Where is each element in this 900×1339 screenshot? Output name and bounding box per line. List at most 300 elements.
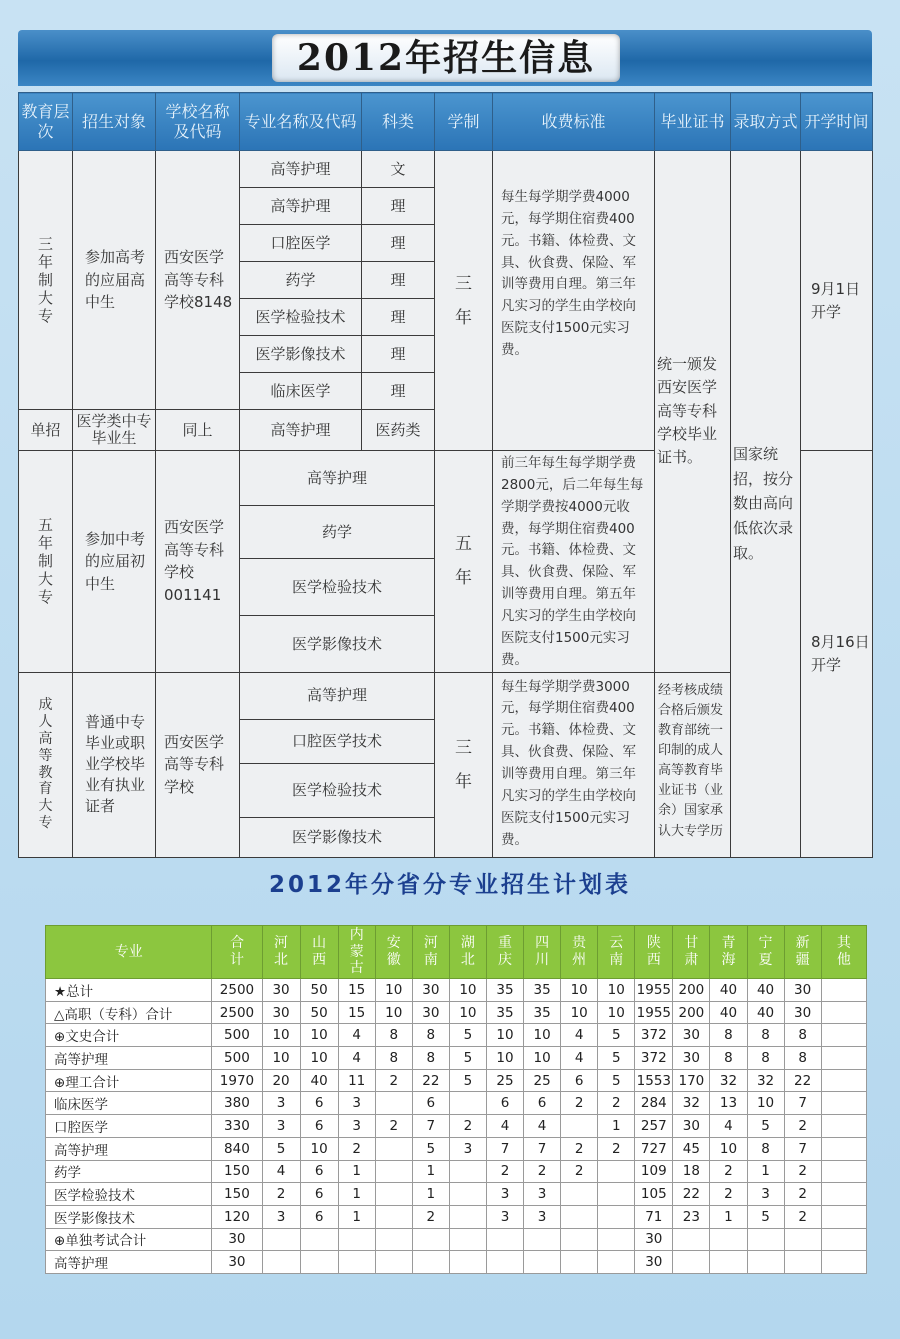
plan-value-cell: 8 (375, 1024, 412, 1047)
page-title: 2012年招生信息 (296, 37, 596, 79)
plan-value-cell: 10 (262, 1047, 300, 1070)
plan-value-cell (486, 1251, 523, 1274)
plan-value-cell (524, 1251, 561, 1274)
plan-header-cell: 专业 (46, 926, 212, 979)
plan-value-cell: 1 (338, 1183, 375, 1206)
plan-value-cell: 35 (486, 979, 523, 1002)
admission-method: 国家统招，按分数由高向低依次录取。 (731, 151, 801, 858)
header-cell: 学制 (435, 93, 493, 151)
plan-value-cell: 3 (262, 1115, 300, 1138)
plan-value-cell (262, 1228, 300, 1251)
plan-value-cell (784, 1251, 821, 1274)
plan-value-cell (821, 1251, 866, 1274)
plan-value-cell: 3 (486, 1205, 523, 1228)
plan-value-cell: 30 (262, 979, 300, 1002)
plan-value-cell: 1553 (635, 1069, 673, 1092)
plan-value-cell (561, 1205, 598, 1228)
plan-value-cell: 150 (212, 1160, 262, 1183)
plan-value-cell: 8 (747, 1137, 784, 1160)
target-single: 医学类中专毕业生 (73, 410, 156, 451)
plan-value-cell: 2 (561, 1137, 598, 1160)
plan-value-cell: 257 (635, 1115, 673, 1138)
major-cell: 高等护理 (240, 672, 435, 719)
plan-value-cell: 30 (212, 1251, 262, 1274)
start-date-early: 9月1日开学 (801, 151, 873, 451)
plan-value-cell (821, 1001, 866, 1024)
plan-value-cell: 4 (561, 1047, 598, 1070)
plan-value-cell: 22 (412, 1069, 449, 1092)
plan-row-label: 临床医学 (46, 1092, 212, 1115)
plan-value-cell (412, 1228, 449, 1251)
plan-value-cell: 3 (338, 1092, 375, 1115)
plan-value-cell: 330 (212, 1115, 262, 1138)
plan-value-cell (375, 1228, 412, 1251)
enrollment-plan-table (45, 925, 867, 1274)
plan-value-cell (821, 1137, 866, 1160)
plan-value-cell: 5 (747, 1115, 784, 1138)
category-cell: 理 (362, 225, 435, 262)
target-three-year: 参加高考的应届高中生 (73, 151, 156, 410)
plan-value-cell (710, 1251, 747, 1274)
plan-value-cell: 2 (375, 1115, 412, 1138)
plan-table-row (46, 1001, 867, 1024)
school-three-year: 西安医学高等专科学校8148 (156, 151, 240, 410)
plan-value-cell: 5 (262, 1137, 300, 1160)
plan-value-cell: 10 (300, 1024, 338, 1047)
plan-value-cell: 5 (598, 1069, 635, 1092)
plan-value-cell (412, 1251, 449, 1274)
major-cell: 口腔医学技术 (240, 719, 435, 763)
certificate-main: 统一颁发西安医学高等专科学校毕业证书。 (655, 151, 731, 673)
plan-value-cell (598, 1251, 635, 1274)
plan-value-cell: 50 (300, 1001, 338, 1024)
plan-value-cell: 10 (747, 1092, 784, 1115)
plan-table-row (46, 1183, 867, 1206)
plan-value-cell: 30 (262, 1001, 300, 1024)
header-cell: 录取方式 (731, 93, 801, 151)
plan-value-cell: 10 (449, 979, 486, 1002)
category-cell: 理 (362, 262, 435, 299)
plan-value-cell (375, 1137, 412, 1160)
header-cell: 科类 (362, 93, 435, 151)
plan-value-cell: 3 (262, 1092, 300, 1115)
plan-value-cell (262, 1251, 300, 1274)
plan-value-cell: 2 (262, 1183, 300, 1206)
plan-value-cell: 15 (338, 1001, 375, 1024)
plan-value-cell (821, 1228, 866, 1251)
plan-value-cell: 30 (784, 979, 821, 1002)
plan-value-cell: 120 (212, 1205, 262, 1228)
plan-value-cell: 71 (635, 1205, 673, 1228)
plan-value-cell (598, 1228, 635, 1251)
plan-value-cell: 2 (710, 1183, 747, 1206)
plan-value-cell: 6 (412, 1092, 449, 1115)
plan-header-cell: 贵州 (561, 926, 598, 979)
plan-value-cell: 8 (784, 1024, 821, 1047)
plan-value-cell (300, 1228, 338, 1251)
major-cell: 医学检验技术 (240, 763, 435, 817)
plan-header-cell: 新疆 (784, 926, 821, 979)
plan-value-cell: 5 (747, 1205, 784, 1228)
plan-value-cell: 1 (598, 1115, 635, 1138)
plan-header-cell: 重庆 (486, 926, 523, 979)
major-cell: 高等护理 (240, 410, 362, 451)
plan-value-cell: 2 (598, 1137, 635, 1160)
plan-value-cell (598, 1160, 635, 1183)
plan-table-row (46, 1047, 867, 1070)
plan-row-label: △高职（专科）合计 (46, 1001, 212, 1024)
plan-value-cell: 10 (561, 979, 598, 1002)
plan-value-cell: 40 (710, 979, 747, 1002)
plan-value-cell (486, 1228, 523, 1251)
plan-value-cell: 30 (412, 1001, 449, 1024)
plan-value-cell: 4 (262, 1160, 300, 1183)
plan-value-cell: 40 (710, 1001, 747, 1024)
certificate-adult: 经考核成绩合格后颁发教育部统一印制的成人高等教育毕业证书（业余）国家承认大专学历 (655, 672, 731, 857)
plan-row-label: ⊕理工合计 (46, 1069, 212, 1092)
plan-header-cell: 四川 (524, 926, 561, 979)
plan-table-title: 2012年分省分专业招生计划表 (268, 872, 631, 898)
plan-value-cell: 7 (784, 1092, 821, 1115)
plan-value-cell: 10 (375, 979, 412, 1002)
plan-value-cell: 8 (747, 1024, 784, 1047)
plan-value-cell: 11 (338, 1069, 375, 1092)
plan-value-cell: 7 (486, 1137, 523, 1160)
plan-value-cell: 2500 (212, 1001, 262, 1024)
header-cell: 开学时间 (801, 93, 873, 151)
admission-info-table (18, 92, 873, 858)
plan-value-cell: 35 (524, 979, 561, 1002)
plan-value-cell: 6 (300, 1115, 338, 1138)
plan-value-cell: 8 (375, 1047, 412, 1070)
major-cell: 医学影像技术 (240, 615, 435, 672)
plan-value-cell: 3 (747, 1183, 784, 1206)
plan-value-cell: 500 (212, 1047, 262, 1070)
plan-value-cell: 2 (784, 1160, 821, 1183)
plan-value-cell: 7 (412, 1115, 449, 1138)
plan-value-cell: 372 (635, 1047, 673, 1070)
plan-value-cell: 10 (598, 979, 635, 1002)
plan-header-cell: 安徽 (375, 926, 412, 979)
plan-row-label: ⊕单独考试合计 (46, 1228, 212, 1251)
plan-value-cell: 3 (524, 1183, 561, 1206)
plan-value-cell (784, 1228, 821, 1251)
plan-value-cell: 1955 (635, 1001, 673, 1024)
plan-value-cell: 22 (673, 1183, 710, 1206)
plan-value-cell: 8 (747, 1047, 784, 1070)
plan-value-cell: 10 (486, 1024, 523, 1047)
plan-value-cell: 4 (486, 1115, 523, 1138)
plan-value-cell: 3 (486, 1183, 523, 1206)
plan-value-cell: 35 (524, 1001, 561, 1024)
category-cell: 医药类 (362, 410, 435, 451)
plan-value-cell (821, 1047, 866, 1070)
plan-value-cell: 1955 (635, 979, 673, 1002)
plan-table-row (46, 1069, 867, 1092)
plan-header-row (46, 926, 867, 979)
plan-value-cell: 727 (635, 1137, 673, 1160)
category-cell: 理 (362, 299, 435, 336)
school-five-year: 西安医学高等专科学校001141 (156, 451, 240, 673)
plan-value-cell: 50 (300, 979, 338, 1002)
plan-value-cell: 30 (212, 1228, 262, 1251)
plan-value-cell (375, 1251, 412, 1274)
plan-value-cell (449, 1205, 486, 1228)
major-cell: 药学 (240, 505, 435, 559)
plan-value-cell: 5 (449, 1047, 486, 1070)
plan-value-cell: 30 (784, 1001, 821, 1024)
plan-value-cell (821, 1205, 866, 1228)
plan-value-cell: 2 (710, 1160, 747, 1183)
plan-value-cell: 23 (673, 1205, 710, 1228)
plan-value-cell: 10 (524, 1047, 561, 1070)
plan-value-cell: 10 (561, 1001, 598, 1024)
plan-table-row (46, 1115, 867, 1138)
plan-value-cell (300, 1251, 338, 1274)
plan-value-cell: 1 (338, 1205, 375, 1228)
plan-value-cell: 10 (449, 1001, 486, 1024)
plan-value-cell (821, 1069, 866, 1092)
plan-value-cell: 20 (262, 1069, 300, 1092)
plan-value-cell (821, 1160, 866, 1183)
major-cell: 医学检验技术 (240, 559, 435, 616)
plan-value-cell: 2 (449, 1115, 486, 1138)
plan-value-cell: 5 (412, 1137, 449, 1160)
plan-row-label: ⊕文史合计 (46, 1024, 212, 1047)
plan-value-cell: 8 (412, 1024, 449, 1047)
plan-value-cell: 6 (524, 1092, 561, 1115)
plan-value-cell: 30 (635, 1228, 673, 1251)
major-cell: 口腔医学 (240, 225, 362, 262)
fee-three-year: 每生每学期学费4000元，每学期住宿费400元。书籍、体检费、文具、伙食费、保险、军训等费用自理。第三年凡实习的学生由学校向医院支付1500元实习费。 (493, 151, 655, 451)
plan-value-cell (561, 1251, 598, 1274)
plan-value-cell: 109 (635, 1160, 673, 1183)
plan-value-cell: 6 (561, 1069, 598, 1092)
major-cell: 高等护理 (240, 151, 362, 188)
plan-value-cell (673, 1228, 710, 1251)
plan-value-cell: 840 (212, 1137, 262, 1160)
plan-value-cell (375, 1205, 412, 1228)
plan-table-row (46, 1024, 867, 1047)
plan-value-cell: 2 (598, 1092, 635, 1115)
plan-row-label: 口腔医学 (46, 1115, 212, 1138)
plan-value-cell: 2 (561, 1092, 598, 1115)
plan-header-cell: 湖北 (449, 926, 486, 979)
plan-value-cell: 10 (375, 1001, 412, 1024)
plan-value-cell: 22 (784, 1069, 821, 1092)
plan-value-cell: 3 (262, 1205, 300, 1228)
plan-value-cell: 6 (300, 1160, 338, 1183)
plan-value-cell: 170 (673, 1069, 710, 1092)
plan-value-cell: 150 (212, 1183, 262, 1206)
plan-value-cell (598, 1205, 635, 1228)
plan-header-cell: 其他 (821, 926, 866, 979)
plan-row-label: 高等护理 (46, 1251, 212, 1274)
plan-value-cell: 4 (710, 1115, 747, 1138)
plan-value-cell: 15 (338, 979, 375, 1002)
plan-row-label: 医学影像技术 (46, 1205, 212, 1228)
plan-value-cell: 8 (710, 1047, 747, 1070)
plan-row-label: ★总计 (46, 979, 212, 1002)
plan-value-cell: 32 (710, 1069, 747, 1092)
plan-value-cell (338, 1228, 375, 1251)
plan-value-cell (449, 1251, 486, 1274)
major-cell: 医学检验技术 (240, 299, 362, 336)
plan-value-cell: 40 (747, 1001, 784, 1024)
plan-value-cell: 8 (710, 1024, 747, 1047)
header-cell: 招生对象 (73, 93, 156, 151)
category-cell: 理 (362, 188, 435, 225)
plan-header-cell: 云南 (598, 926, 635, 979)
plan-value-cell: 500 (212, 1024, 262, 1047)
plan-value-cell: 5 (598, 1024, 635, 1047)
major-cell: 高等护理 (240, 451, 435, 506)
header-cell: 收费标准 (493, 93, 655, 151)
plan-row-label: 医学检验技术 (46, 1183, 212, 1206)
plan-value-cell: 10 (486, 1047, 523, 1070)
major-cell: 药学 (240, 262, 362, 299)
plan-value-cell: 5 (449, 1069, 486, 1092)
plan-value-cell: 6 (300, 1183, 338, 1206)
plan-value-cell (561, 1183, 598, 1206)
plan-value-cell: 1 (338, 1160, 375, 1183)
plan-value-cell (747, 1251, 784, 1274)
plan-value-cell: 200 (673, 1001, 710, 1024)
plan-value-cell (375, 1160, 412, 1183)
plan-value-cell (821, 1092, 866, 1115)
plan-value-cell: 30 (673, 1024, 710, 1047)
plan-value-cell: 2 (784, 1115, 821, 1138)
category-cell: 文 (362, 151, 435, 188)
plan-value-cell: 30 (635, 1251, 673, 1274)
plan-value-cell: 2500 (212, 979, 262, 1002)
plan-header-cell: 陕西 (635, 926, 673, 979)
plan-value-cell (449, 1228, 486, 1251)
plan-value-cell: 2 (784, 1183, 821, 1206)
plan-value-cell: 2 (524, 1160, 561, 1183)
plan-value-cell: 25 (486, 1069, 523, 1092)
plan-value-cell: 4 (338, 1024, 375, 1047)
plan-table-row (46, 1092, 867, 1115)
target-five-year: 参加中考的应届初中生 (73, 451, 156, 673)
plan-value-cell: 1 (412, 1183, 449, 1206)
plan-value-cell (375, 1183, 412, 1206)
plan-table-row (46, 979, 867, 1002)
plan-header-cell: 宁夏 (747, 926, 784, 979)
plan-header-cell: 合计 (212, 926, 262, 979)
plan-value-cell: 2 (412, 1205, 449, 1228)
plan-value-cell (375, 1092, 412, 1115)
plan-value-cell (747, 1228, 784, 1251)
plan-value-cell: 30 (412, 979, 449, 1002)
plan-value-cell: 2 (486, 1160, 523, 1183)
plan-value-cell: 40 (747, 979, 784, 1002)
plan-value-cell: 2 (375, 1069, 412, 1092)
plan-table-row (46, 1160, 867, 1183)
level-adult: 成人高等教育大专 (19, 672, 73, 857)
plan-table-row (46, 1137, 867, 1160)
plan-value-cell: 200 (673, 979, 710, 1002)
school-single: 同上 (156, 410, 240, 451)
plan-value-cell: 6 (300, 1205, 338, 1228)
level-three-year: 三年制大专 (19, 151, 73, 410)
plan-table-row (46, 1205, 867, 1228)
header-cell: 专业名称及代码 (240, 93, 362, 151)
plan-row-label: 药学 (46, 1160, 212, 1183)
plan-value-cell: 2 (561, 1160, 598, 1183)
major-cell: 高等护理 (240, 188, 362, 225)
duration-three-year: 三年 (435, 151, 493, 451)
major-cell: 临床医学 (240, 373, 362, 410)
plan-value-cell: 10 (262, 1024, 300, 1047)
plan-value-cell (561, 1228, 598, 1251)
plan-value-cell: 1 (747, 1160, 784, 1183)
major-cell: 医学影像技术 (240, 817, 435, 857)
plan-value-cell: 10 (524, 1024, 561, 1047)
fee-five-year: 前三年每生每学期学费2800元，后二年每生每学期学费按4000元收费，每学期住宿费400元。书籍、体检费、文具、伙食费、保险、军训等费用自理。第五年凡实习的学生由学校向医院支付1500元实习费。 (493, 451, 655, 673)
plan-value-cell (821, 1115, 866, 1138)
plan-value-cell: 8 (784, 1047, 821, 1070)
plan-value-cell: 2 (784, 1205, 821, 1228)
plan-value-cell: 7 (524, 1137, 561, 1160)
header-row (19, 93, 873, 151)
category-cell: 理 (362, 336, 435, 373)
plan-value-cell: 284 (635, 1092, 673, 1115)
category-cell: 理 (362, 373, 435, 410)
plan-value-cell: 8 (412, 1047, 449, 1070)
plan-value-cell: 35 (486, 1001, 523, 1024)
target-adult: 普通中专毕业或职业学校毕业有执业证者 (73, 672, 156, 857)
plan-value-cell (524, 1228, 561, 1251)
plan-value-cell: 3 (338, 1115, 375, 1138)
plan-value-cell: 10 (710, 1137, 747, 1160)
plan-value-cell: 10 (300, 1047, 338, 1070)
plan-header-cell: 山西 (300, 926, 338, 979)
plan-value-cell (449, 1160, 486, 1183)
plan-value-cell: 4 (338, 1047, 375, 1070)
header-cell: 毕业证书 (655, 93, 731, 151)
duration-five-year: 五年 (435, 451, 493, 673)
plan-header-cell: 河南 (412, 926, 449, 979)
duration-adult: 三年 (435, 672, 493, 857)
plan-value-cell: 30 (673, 1047, 710, 1070)
plan-value-cell (821, 979, 866, 1002)
plan-value-cell (338, 1251, 375, 1274)
plan-value-cell: 6 (300, 1092, 338, 1115)
plan-value-cell: 372 (635, 1024, 673, 1047)
plan-value-cell: 6 (486, 1092, 523, 1115)
plan-header-cell: 甘肃 (673, 926, 710, 979)
plan-row-label: 高等护理 (46, 1137, 212, 1160)
plan-value-cell: 1 (710, 1205, 747, 1228)
fee-adult: 每生每学期学费3000元，每学期住宿费400元。书籍、体检费、文具、伙食费、保险、军训等费用自理。第三年凡实习的学生由学校向医院支付1500元实习费。 (493, 672, 655, 857)
header-cell: 教育层次 (19, 93, 73, 151)
start-date-later: 8月16日开学 (801, 451, 873, 858)
header-cell: 学校名称及代码 (156, 93, 240, 151)
plan-value-cell: 380 (212, 1092, 262, 1115)
school-adult: 西安医学高等专科学校 (156, 672, 240, 857)
plan-value-cell: 5 (449, 1024, 486, 1047)
plan-value-cell: 10 (598, 1001, 635, 1024)
plan-value-cell: 40 (300, 1069, 338, 1092)
plan-table-row (46, 1228, 867, 1251)
plan-value-cell (449, 1183, 486, 1206)
plan-table-body (46, 979, 867, 1274)
plan-value-cell (710, 1228, 747, 1251)
plan-value-cell: 32 (747, 1069, 784, 1092)
plan-value-cell: 1970 (212, 1069, 262, 1092)
plan-value-cell: 18 (673, 1160, 710, 1183)
